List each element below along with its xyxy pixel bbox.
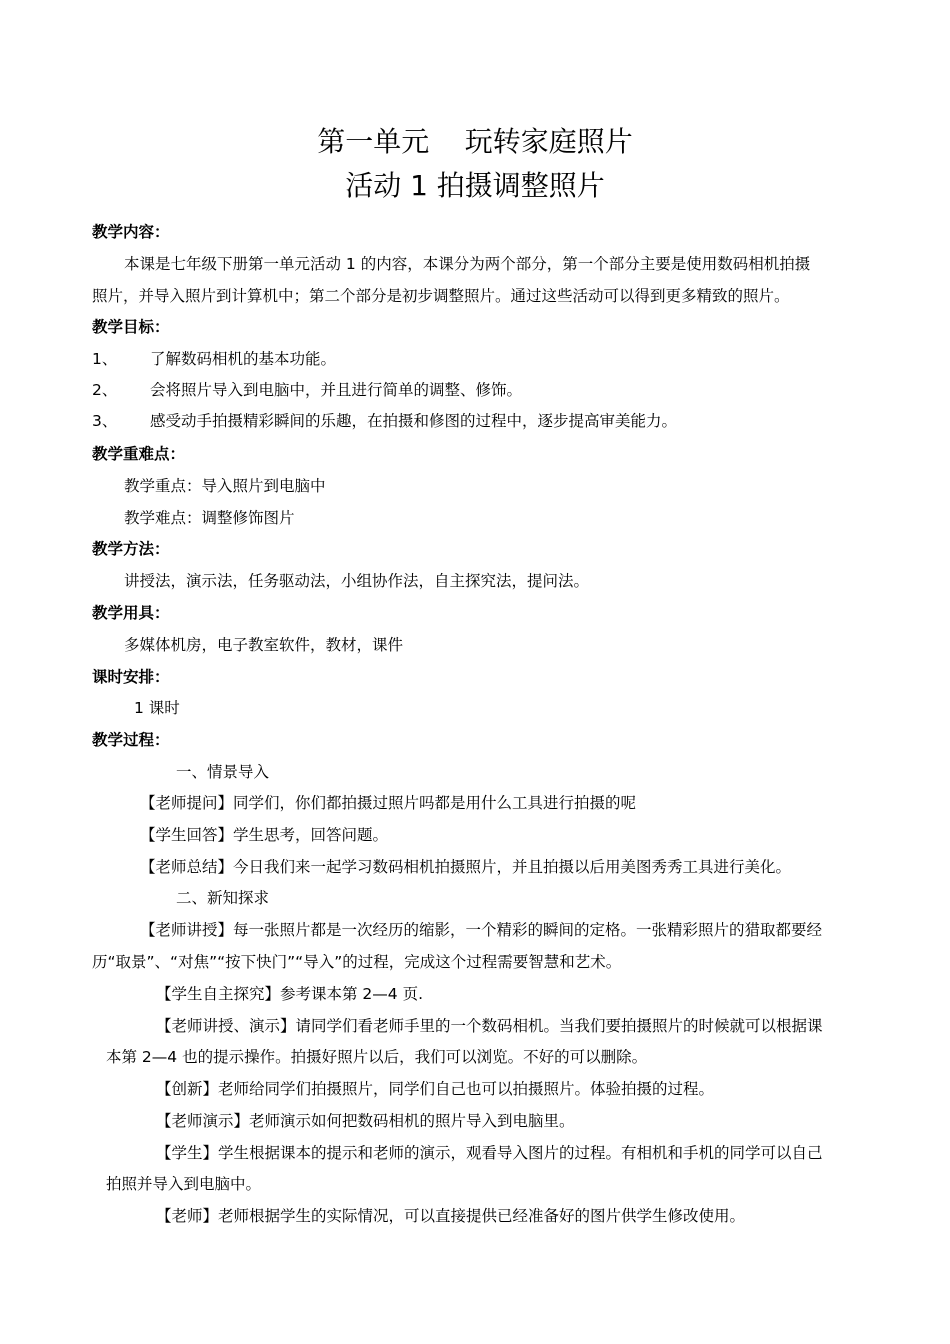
methods-text: 讲授法，演示法，任务驱动法，小组协作法，自主探究法，提问法。 xyxy=(124,572,590,590)
teacher-demo-line-1: 【老师讲授、演示】请同学们看老师手里的一个数码相机。当我们要拍摄照片的时候就可以根据课 xyxy=(156,1017,823,1035)
goal-text-2: 会将照片导入到电脑中，并且进行简单的调整、修饰。 xyxy=(150,381,523,399)
goal-number-1: 1、 xyxy=(92,350,118,368)
student-explore: 【学生自主探究】参考课本第 2—4 页. xyxy=(156,985,424,1003)
process-section-1: 一、情景导入 xyxy=(176,763,270,781)
key-point: 教学重点：导入照片到电脑中 xyxy=(124,477,326,495)
teacher-demo-line-2: 本第 2—4 也的提示操作。拍摄好照片以后，我们可以浏览。不好的可以删除。 xyxy=(106,1048,648,1066)
method-heading: 教学方法： xyxy=(92,540,170,558)
goals-heading: 教学目标： xyxy=(92,318,170,336)
student-activity-line-2: 拍照并导入到电脑中。 xyxy=(106,1175,262,1193)
teacher-lecture-line-1: 【老师讲授】每一张照片都是一次经历的缩影，一个精彩的瞬间的定格。一张精彩照片的猎取都要经 xyxy=(140,921,823,939)
teacher-question: 【老师提问】同学们，你们都拍摄过照片吗都是用什么工具进行拍摄的呢 xyxy=(140,794,637,812)
content-paragraph-line-1: 本课是七年级下册第一单元活动 1 的内容，本课分为两个部分，第一个部分主要是使用数码相机拍摄 xyxy=(124,255,811,273)
student-activity-line-1: 【学生】学生根据课本的提示和老师的演示，观看导入图片的过程。有相机和手机的同学可以自己 xyxy=(156,1144,823,1162)
content-heading: 教学内容： xyxy=(92,223,170,241)
teacher-summary: 【老师总结】今日我们来一起学习数码相机拍摄照片，并且拍摄以后用美图秀秀工具进行美化。 xyxy=(140,858,792,876)
schedule-heading: 课时安排： xyxy=(92,668,170,686)
teacher-lecture-line-2: 历“取景”、“对焦”“按下快门”“导入”的过程，完成这个过程需要智慧和艺术。 xyxy=(92,953,622,971)
process-heading: 教学过程： xyxy=(92,731,170,749)
activity-title: 活动 1 拍摄调整照片 xyxy=(345,169,605,202)
goal-number-2: 2、 xyxy=(92,381,118,399)
unit-title: 第一单元 玩转家庭照片 xyxy=(317,125,633,158)
difficult-point: 教学难点：调整修饰图片 xyxy=(124,509,295,527)
tools-heading: 教学用具： xyxy=(92,604,170,622)
student-answer: 【学生回答】学生思考，回答问题。 xyxy=(140,826,389,844)
schedule-text: 1 课时 xyxy=(134,699,180,717)
key-points-heading: 教学重难点： xyxy=(92,445,186,463)
goal-text-3: 感受动手拍摄精彩瞬间的乐趣，在拍摄和修图的过程中，逐步提高审美能力。 xyxy=(150,412,678,430)
process-section-2: 二、新知探求 xyxy=(176,889,270,907)
content-paragraph-line-2: 照片，并导入照片到计算机中；第二个部分是初步调整照片。通过这些活动可以得到更多精致的照片。 xyxy=(92,287,790,305)
teacher-demonstration: 【老师演示】老师演示如何把数码相机的照片导入到电脑里。 xyxy=(156,1112,575,1130)
tools-text: 多媒体机房，电子教室软件，教材，课件 xyxy=(124,636,404,654)
teacher-final: 【老师】老师根据学生的实际情况，可以直接提供已经准备好的图片供学生修改使用。 xyxy=(156,1207,746,1225)
innovation-text: 【创新】老师给同学们拍摄照片，同学们自己也可以拍摄照片。体验拍摄的过程。 xyxy=(156,1080,715,1098)
goal-number-3: 3、 xyxy=(92,412,118,430)
goal-text-1: 了解数码相机的基本功能。 xyxy=(150,350,337,368)
